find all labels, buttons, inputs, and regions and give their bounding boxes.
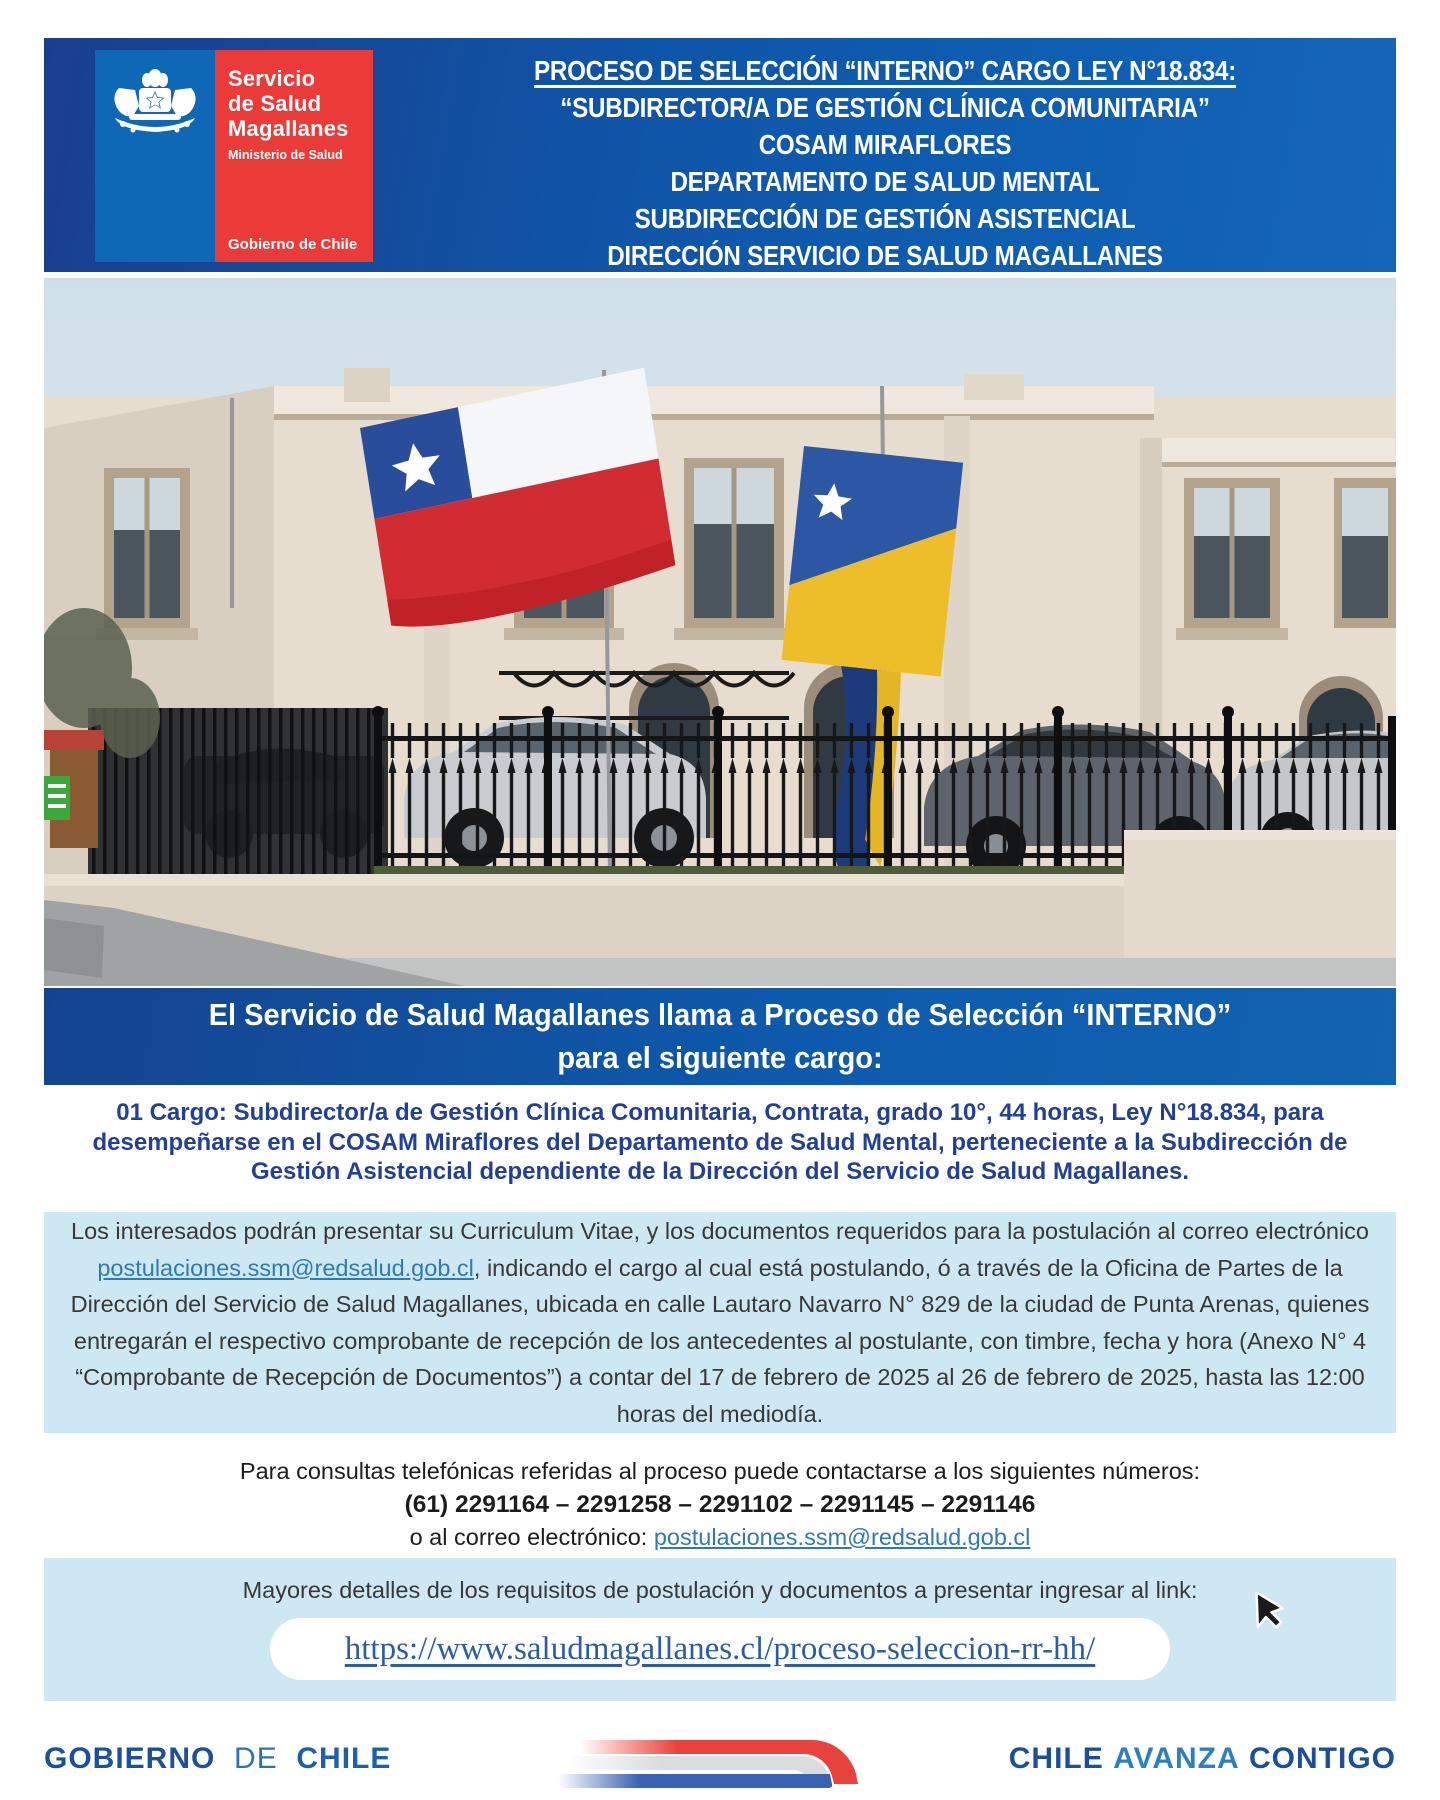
title-line: DEPARTAMENTO DE SALUD MENTAL [670, 166, 1100, 197]
building-photo [44, 278, 1396, 986]
institution-logo [95, 50, 373, 262]
chile-flag-swoosh-icon [550, 1738, 890, 1795]
email-link[interactable]: postulaciones.ssm@redsalud.gob.cl [97, 1254, 474, 1281]
email-line [44, 1521, 1396, 1554]
title-line: SUBDIRECCIÓN DE GESTIÓN ASISTENCIAL [634, 203, 1136, 234]
banner-line: para el siguiente cargo: [557, 1040, 883, 1075]
contact-email-link[interactable]: postulaciones.ssm@redsalud.gob.cl [653, 1524, 1031, 1550]
process-url-link[interactable]: https://www.saludmagallanes.cl/proceso-seleccion-rr-hh/ [344, 1630, 1096, 1667]
photo-kiosk [44, 730, 104, 848]
call-banner [44, 988, 1396, 1085]
chile-coat-of-arms-icon [109, 66, 201, 149]
cargo-paragraph: 01 Cargo: Subdirector/a de Gestión Clínica Comunitaria, Contrata, grado 10°, 44 horas, Ley N°18.834, para desempeñarse en el COSAM Miraflores del Departamento de Salud Mental, perteneciente a la Subdirección de Gestión Asistencial dependiente de la Dirección del Servicio de Salud Magallanes. [92, 1099, 1348, 1185]
logo-government: Gobierno de Chile [228, 236, 358, 253]
title-line: PROCESO DE SELECCIÓN “INTERNO” CARGO LEY N°18.834: [533, 55, 1236, 86]
phone-numbers: (61) 2291164 – 2291258 – 2291102 – 2291145 – 2291146 [404, 1491, 1036, 1518]
footer-gobierno-de-chile: GOBIERNO DE CHILE [44, 1742, 392, 1775]
link-pill[interactable] [270, 1618, 1170, 1680]
details-box [44, 1558, 1396, 1701]
title-line: “SUBDIRECTOR/A DE GESTIÓN CLÍNICA COMUNITARIA” [560, 92, 1210, 123]
application-info-box [44, 1212, 1396, 1433]
email-prefix: o al correo electrónico: [409, 1524, 654, 1550]
details-text: Mayores detalles de los requisitos de postulación y documentos a presentar ingresar al link: [242, 1577, 1198, 1603]
info-text-before: Los interesados podrán presentar su Curriculum Vitae, y los documentos requeridos para la postulación al correo electrónico [71, 1218, 1369, 1244]
phone-contact-block [44, 1455, 1396, 1554]
logo-service-name: Servicio [228, 66, 316, 91]
header-band [44, 38, 1396, 272]
mouse-cursor-icon [1246, 1592, 1286, 1645]
application-info-text [55, 1213, 1385, 1432]
logo-ministry: Ministerio de Salud [228, 148, 343, 162]
logo-blue-panel [95, 50, 215, 262]
footer-chile-avanza-contigo: CHILE AVANZA CONTIGO [1008, 1742, 1396, 1775]
phone-intro: Para consultas telefónicas referidas al proceso puede contactarse a los siguientes números: [239, 1458, 1201, 1484]
logo-red-panel: Servicio de Salud Magallanes Ministerio de Salud Gobierno de Chile [215, 50, 373, 262]
banner-line: El Servicio de Salud Magallanes llama a Proceso de Selección “INTERNO” [208, 997, 1232, 1032]
footer [44, 1738, 1396, 1790]
page-title [384, 52, 1386, 274]
info-text-after: , indicando el cargo al cual está postulando, ó a través de la Oficina de Partes de la Dirección del Servicio de Salud Magallanes, ubicada en calle Lautaro Navarro N° 829 de la ciudad de Punta Arenas, quienes entregarán el respectivo comprobante de recepción de los antecedentes al postulante, con timbre, fecha y hora (Anexo N° 4 “Comprobante de Recepción de Documentos”) a contar del 17 de febrero de 2025 al 26 de febrero de 2025, hasta las 12:00 horas del mediodía. [70, 1254, 1370, 1427]
title-line: DIRECCIÓN SERVICIO DE SALUD MAGALLANES [607, 240, 1163, 271]
title-line: COSAM MIRAFLORES [758, 129, 1012, 160]
